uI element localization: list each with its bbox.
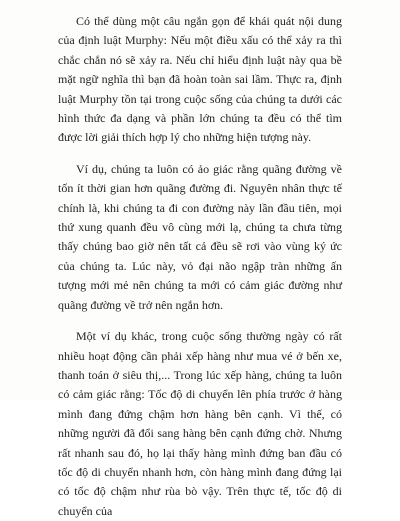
paragraph-text: Có thể dùng một câu ngắn gọn để khái quát nội dung của định luật Murphy: Nếu một điều xấu có thể xảy ra thì chắc chắn nó sẽ xảy ra. Nếu chỉ hiểu định luật này qua bề mặt ngữ nghĩa thì bạn đã hoàn toàn sai lầm. Thực ra, định luật Murphy tồn tại trong cuộc sống của chúng ta dưới các hình thức đa dạng và phần lớn chúng ta đều có thể tìm được lời giải thích hợp lý cho những hiện tượng này. xyxy=(58,14,342,145)
paragraph-queue-example xyxy=(58,327,342,521)
paragraph-text: Ví dụ, chúng ta luôn có ảo giác rằng quãng đường về tốn ít thời gian hơn quãng đường đi. Nguyên nhân thực tế chính là, khi chúng ta đi con đường này lần đầu tiên, mọi thứ xung quanh đều vô cùng mới lạ, chúng ta chưa từng thấy chúng bao giờ nên tất cả đều sẽ rơi vào vùng ký ức của chúng ta. Lúc này, vỏ đại não ngập tràn những ấn tượng mới mẻ nên chúng ta mới có cảm giác đường như quãng đường về trở nên ngắn hơn. xyxy=(58,161,342,312)
paragraph-murphy-law xyxy=(58,12,342,148)
paragraph-text: Một ví dụ khác, trong cuộc sống thường ngày có rất nhiều hoạt động cần phải xếp hàng như mua vé ở bến xe, thanh toán ở siêu thị,... Trong lúc xếp hàng, chúng ta luôn có cảm giác rằng: Tốc độ di chuyển lên phía trước ở hàng mình đang đứng chậm hơn hàng bên cạnh. Vì thế, có những người đã đổi sang hàng bên cạnh đứng chờ. Nhưng rất nhanh sau đó, họ lại thấy hàng mình đứng ban đầu có tốc độ di chuyển nhanh hơn, còn hàng mình đang đứng lại có tốc độ chậm như rùa bò vậy. Trên thực tế, tốc độ di chuyển của xyxy=(58,329,342,518)
paragraph-return-trip xyxy=(58,160,342,315)
